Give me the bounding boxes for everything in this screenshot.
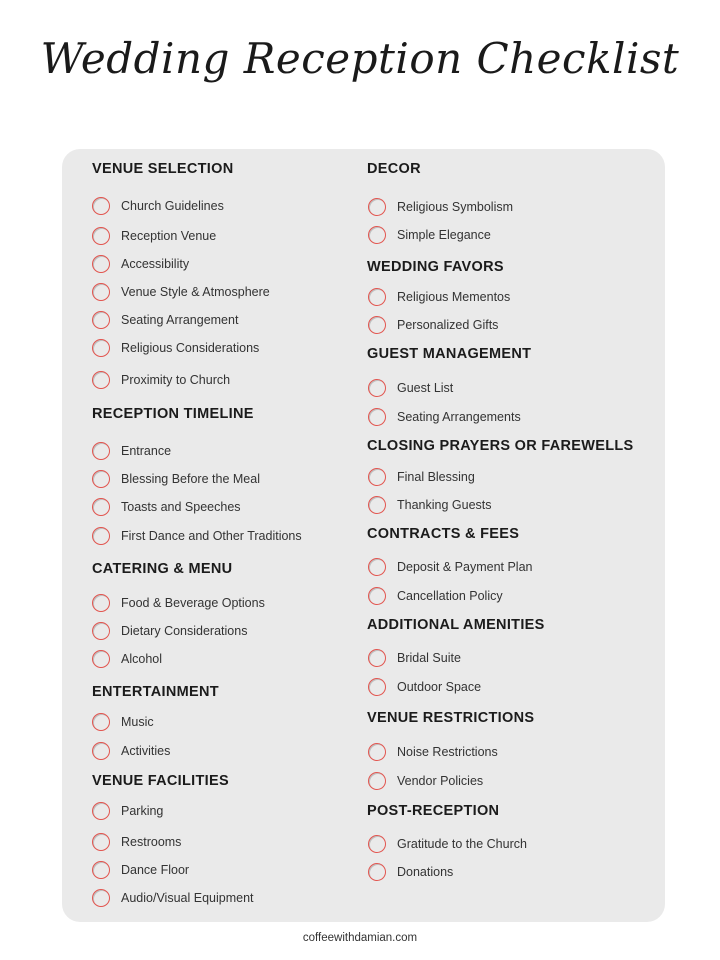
checkbox-circle-icon[interactable] bbox=[368, 226, 386, 244]
section-heading-venue-selection bbox=[92, 161, 233, 177]
checklist-item-activities[interactable] bbox=[92, 740, 170, 762]
checklist-item-label: Seating Arrangement bbox=[121, 313, 239, 327]
checkbox-circle-icon[interactable] bbox=[92, 470, 110, 488]
checklist-item-label: Music bbox=[121, 715, 154, 729]
checklist-item-proximity-to-church[interactable] bbox=[92, 369, 230, 391]
checklist-item-religious-mementos[interactable] bbox=[368, 286, 510, 308]
section-heading-post-reception bbox=[367, 803, 499, 819]
checkbox-circle-icon[interactable] bbox=[368, 863, 386, 881]
section-heading-text: CLOSING PRAYERS OR FAREWELLS bbox=[367, 438, 634, 454]
checklist-item-seating-arrangement[interactable] bbox=[92, 309, 238, 331]
checklist-item-label: Accessibility bbox=[121, 257, 190, 271]
checkbox-circle-icon[interactable] bbox=[92, 861, 110, 879]
checklist-item-venue-style-and-atmosphere[interactable] bbox=[92, 281, 270, 303]
checklist-item-church-guidelines[interactable] bbox=[92, 195, 224, 217]
checklist-item-gratitude-to-the-church[interactable] bbox=[368, 833, 527, 855]
checklist-item-bridal-suite[interactable] bbox=[368, 647, 461, 669]
section-heading-guest-management bbox=[367, 346, 531, 362]
section-heading-text: VENUE FACILITIES bbox=[92, 773, 229, 789]
checklist-item-music[interactable] bbox=[92, 711, 154, 733]
section-heading-reception-timeline bbox=[92, 406, 254, 422]
checklist-item-label: Reception Venue bbox=[121, 229, 217, 243]
checklist-item-donations[interactable] bbox=[368, 861, 453, 883]
checkbox-circle-icon[interactable] bbox=[368, 772, 386, 790]
checklist-item-label: Personalized Gifts bbox=[397, 318, 499, 332]
section-heading-text: GUEST MANAGEMENT bbox=[367, 346, 532, 362]
checkbox-circle-icon[interactable] bbox=[92, 802, 110, 820]
checkbox-circle-icon[interactable] bbox=[92, 283, 110, 301]
checklist-item-label: Venue Style & Atmosphere bbox=[121, 285, 270, 299]
checklist-item-label: Blessing Before the Meal bbox=[121, 472, 260, 486]
section-heading-wedding-favors bbox=[367, 259, 504, 275]
checkbox-circle-icon[interactable] bbox=[92, 833, 110, 851]
checklist-item-final-blessing[interactable] bbox=[368, 466, 475, 488]
section-heading-text: ADDITIONAL AMENITIES bbox=[367, 617, 545, 633]
section-heading-additional-amenities bbox=[367, 617, 545, 633]
section-heading-closing-prayers-or-farewells bbox=[367, 438, 633, 454]
checkbox-circle-icon[interactable] bbox=[368, 468, 386, 486]
checklist-item-label: Entrance bbox=[121, 444, 172, 458]
checklist-item-label: Cancellation Policy bbox=[397, 589, 503, 603]
checklist-item-parking[interactable] bbox=[92, 800, 163, 822]
checkbox-circle-icon[interactable] bbox=[368, 678, 386, 696]
checkbox-circle-icon[interactable] bbox=[92, 442, 110, 460]
section-heading-text: ENTERTAINMENT bbox=[92, 684, 219, 700]
checklist-item-label: First Dance and Other Traditions bbox=[121, 529, 302, 543]
checklist-item-label: Vendor Policies bbox=[397, 774, 484, 788]
checklist-item-personalized-gifts[interactable] bbox=[368, 314, 498, 336]
checkbox-circle-icon[interactable] bbox=[92, 650, 110, 668]
checkbox-circle-icon[interactable] bbox=[92, 742, 110, 760]
checklist-item-label: Bridal Suite bbox=[397, 651, 461, 665]
checklist-item-label: Restrooms bbox=[121, 835, 182, 849]
checklist-item-restrooms[interactable] bbox=[92, 831, 181, 853]
checklist-item-label: Proximity to Church bbox=[121, 373, 231, 387]
checklist-item-label: Seating Arrangements bbox=[397, 410, 521, 424]
checklist-item-food-and-beverage-options[interactable] bbox=[92, 592, 265, 614]
checklist-item-alcohol[interactable] bbox=[92, 648, 162, 670]
section-heading-venue-restrictions bbox=[367, 710, 534, 726]
section-heading-text: CATERING & MENU bbox=[92, 561, 233, 577]
checklist-item-label: Guest List bbox=[397, 381, 454, 395]
footer-website: coffeewithdamian.com bbox=[302, 932, 418, 944]
checklist-item-audio-visual-equipment[interactable] bbox=[92, 887, 254, 909]
checklist-item-label: Religious Considerations bbox=[121, 341, 260, 355]
checklist-item-label: Activities bbox=[121, 744, 171, 758]
checkbox-circle-icon[interactable] bbox=[368, 587, 386, 605]
checklist-item-label: Thanking Guests bbox=[397, 498, 492, 512]
checklist-item-label: Religious Mementos bbox=[397, 290, 511, 304]
checklist-item-thanking-guests[interactable] bbox=[368, 494, 492, 516]
checklist-item-reception-venue[interactable] bbox=[92, 225, 216, 247]
section-heading-text: VENUE SELECTION bbox=[92, 161, 234, 177]
checklist-item-religious-symbolism[interactable] bbox=[368, 196, 513, 218]
checklist-item-label: Final Blessing bbox=[397, 470, 475, 484]
checkbox-circle-icon[interactable] bbox=[92, 622, 110, 640]
checklist-item-label: Audio/Visual Equipment bbox=[121, 891, 254, 905]
checkbox-circle-icon[interactable] bbox=[92, 311, 110, 329]
checkbox-circle-icon[interactable] bbox=[92, 713, 110, 731]
checklist-item-dance-floor[interactable] bbox=[92, 859, 189, 881]
section-heading-text: WEDDING FAVORS bbox=[367, 259, 504, 275]
section-heading-decor bbox=[367, 161, 421, 177]
checklist-item-entrance[interactable] bbox=[92, 440, 171, 462]
checklist-item-accessibility[interactable] bbox=[92, 253, 189, 275]
checklist-item-first-dance-and-other-traditions[interactable] bbox=[92, 525, 302, 547]
checklist-item-blessing-before-the-meal[interactable] bbox=[92, 468, 260, 490]
checklist-item-simple-elegance[interactable] bbox=[368, 224, 491, 246]
checklist-item-label: Alcohol bbox=[121, 652, 162, 666]
section-heading-text: POST-RECEPTION bbox=[367, 803, 500, 819]
section-heading-text: DECOR bbox=[367, 161, 421, 177]
section-heading-text: VENUE RESTRICTIONS bbox=[367, 710, 535, 726]
checkbox-circle-icon[interactable] bbox=[368, 835, 386, 853]
checkbox-circle-icon[interactable] bbox=[368, 496, 386, 514]
checklist-item-label: Dance Floor bbox=[121, 863, 190, 877]
checklist-item-label: Toasts and Speeches bbox=[121, 500, 241, 514]
checkbox-circle-icon[interactable] bbox=[92, 339, 110, 357]
checkbox-circle-icon[interactable] bbox=[92, 594, 110, 612]
section-heading-text: CONTRACTS & FEES bbox=[367, 526, 520, 542]
section-heading-contracts-and-fees bbox=[367, 526, 519, 542]
checkbox-circle-icon[interactable] bbox=[368, 198, 386, 216]
checklist-item-label: Simple Elegance bbox=[397, 228, 491, 242]
checkbox-circle-icon[interactable] bbox=[368, 558, 386, 576]
checklist-item-toasts-and-speeches[interactable] bbox=[92, 496, 241, 518]
checkbox-circle-icon[interactable] bbox=[92, 527, 110, 545]
checkbox-circle-icon[interactable] bbox=[92, 889, 110, 907]
checkbox-circle-icon[interactable] bbox=[368, 288, 386, 306]
checklist-item-seating-arrangements[interactable] bbox=[368, 406, 521, 428]
checklist-item-noise-restrictions[interactable] bbox=[368, 741, 498, 763]
checklist-item-deposit-and-payment-plan[interactable] bbox=[368, 556, 533, 578]
section-heading-text: RECEPTION TIMELINE bbox=[92, 406, 254, 422]
checklist-item-label: Outdoor Space bbox=[397, 680, 482, 694]
checkbox-circle-icon[interactable] bbox=[368, 408, 386, 426]
checkbox-circle-icon[interactable] bbox=[368, 316, 386, 334]
checkbox-circle-icon[interactable] bbox=[368, 743, 386, 761]
checkbox-circle-icon[interactable] bbox=[92, 371, 110, 389]
checklist-item-label: Church Guidelines bbox=[121, 199, 224, 213]
checklist-item-vendor-policies[interactable] bbox=[368, 770, 483, 792]
section-heading-venue-facilities bbox=[92, 773, 229, 789]
checklist-item-label: Donations bbox=[397, 865, 454, 879]
checkbox-circle-icon[interactable] bbox=[92, 227, 110, 245]
checkbox-circle-icon[interactable] bbox=[92, 498, 110, 516]
checkbox-circle-icon[interactable] bbox=[92, 255, 110, 273]
checklist-item-religious-considerations[interactable] bbox=[92, 337, 259, 359]
checklist-item-guest-list[interactable] bbox=[368, 377, 453, 399]
checklist-item-label: Religious Symbolism bbox=[397, 200, 514, 214]
checklist-item-label: Dietary Considerations bbox=[121, 624, 248, 638]
checklist-item-label: Gratitude to the Church bbox=[397, 837, 527, 851]
checklist-item-label: Deposit & Payment Plan bbox=[397, 560, 533, 574]
checklist-item-label: Food & Beverage Options bbox=[121, 596, 265, 610]
checkbox-circle-icon[interactable] bbox=[368, 649, 386, 667]
section-heading-entertainment bbox=[92, 684, 219, 700]
checklist-item-label: Parking bbox=[121, 804, 164, 818]
checkbox-circle-icon[interactable] bbox=[92, 197, 110, 215]
checklist-item-dietary-considerations[interactable] bbox=[92, 620, 247, 642]
checklist-item-outdoor-space[interactable] bbox=[368, 676, 481, 698]
section-heading-catering-and-menu bbox=[92, 561, 232, 577]
checklist-item-cancellation-policy[interactable] bbox=[368, 585, 503, 607]
page-title: Wedding Reception Checklist bbox=[40, 34, 680, 83]
checklist-item-label: Noise Restrictions bbox=[397, 745, 498, 759]
checkbox-circle-icon[interactable] bbox=[368, 379, 386, 397]
